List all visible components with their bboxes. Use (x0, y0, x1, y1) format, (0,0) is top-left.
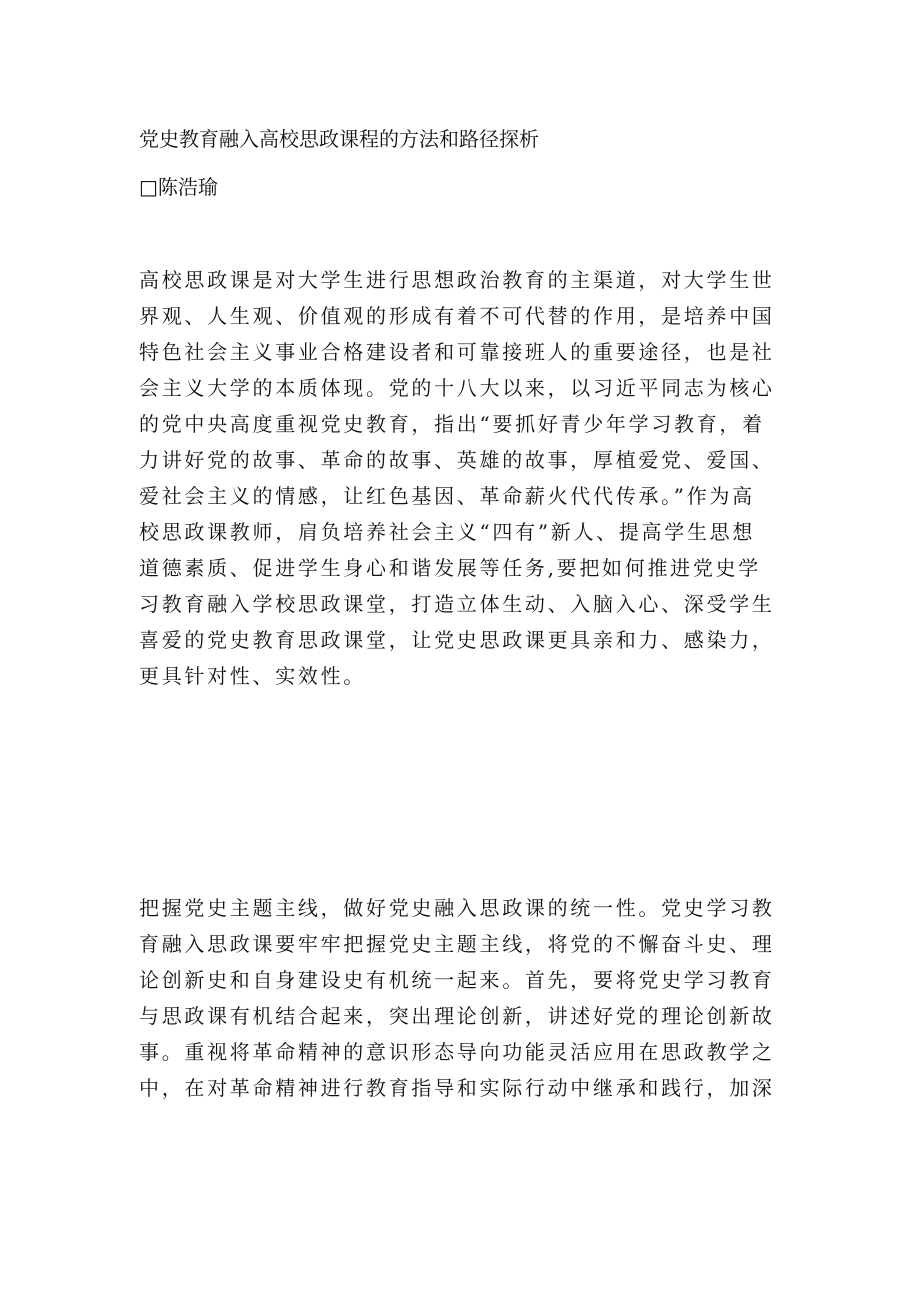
paragraph-line: 道德素质、促进学生身心和谐发展等任务,要把如何推进党史学 (139, 556, 761, 580)
paragraph-line: 论创新史和自身建设史有机统一起来。首先，要将党史学习教育 (139, 968, 775, 992)
article-author: □陈浩瑜 (139, 175, 218, 199)
paragraph-line: 事。重视将革命精神的意识形态导向功能灵活应用在思政教学之 (139, 1040, 775, 1064)
paragraph-line: 育融入思政课要牢牢把握党史主题主线，将党的不懈奋斗史、理 (139, 932, 775, 956)
paragraph-line: 爱社会主义的情感，让红色基因、革命薪火代代传承。”作为高 (139, 484, 755, 508)
paragraph-line: 更具针对性、实效性。 (139, 664, 366, 688)
paragraph-line: 的党中央高度重视党史教育，指出“要抓好青少年学习教育，着 (139, 412, 765, 436)
paragraph-line: 把握党史主题主线，做好党史融入思政课的统一性。党史学习教 (139, 896, 775, 920)
article-title: 党史教育融入高校思政课程的方法和路径探析 (139, 127, 539, 151)
paragraph-2 (139, 890, 799, 1106)
paragraph-line: 喜爱的党史教育思政课堂，让党史思政课更具亲和力、感染力， (139, 628, 775, 652)
paragraph-line: 习教育融入学校思政课堂，打造立体生动、入脑入心、深受学生 (139, 592, 775, 616)
paragraph-line: 校思政课教师，肩负培养社会主义“四有”新人、提高学生思想 (139, 520, 756, 544)
paragraph-line: 中，在对革命精神进行教育指导和实际行动中继承和践行，加深 (139, 1076, 775, 1100)
paragraph-line: 高校思政课是对大学生进行思想政治教育的主渠道，对大学生世 (139, 268, 775, 292)
paragraph-line: 界观、人生观、价值观的形成有着不可代替的作用，是培养中国 (139, 304, 775, 328)
paragraph-1 (139, 262, 799, 694)
paragraph-line: 力讲好党的故事、革命的故事、英雄的故事，厚植爱党、爱国、 (139, 448, 775, 472)
paragraph-line: 特色社会主义事业合格建设者和可靠接班人的重要途径，也是社 (139, 340, 775, 364)
paragraph-line: 与思政课有机结合起来，突出理论创新，讲述好党的理论创新故 (139, 1004, 775, 1028)
paragraph-line: 会主义大学的本质体现。党的十八大以来，以习近平同志为核心 (139, 376, 775, 400)
